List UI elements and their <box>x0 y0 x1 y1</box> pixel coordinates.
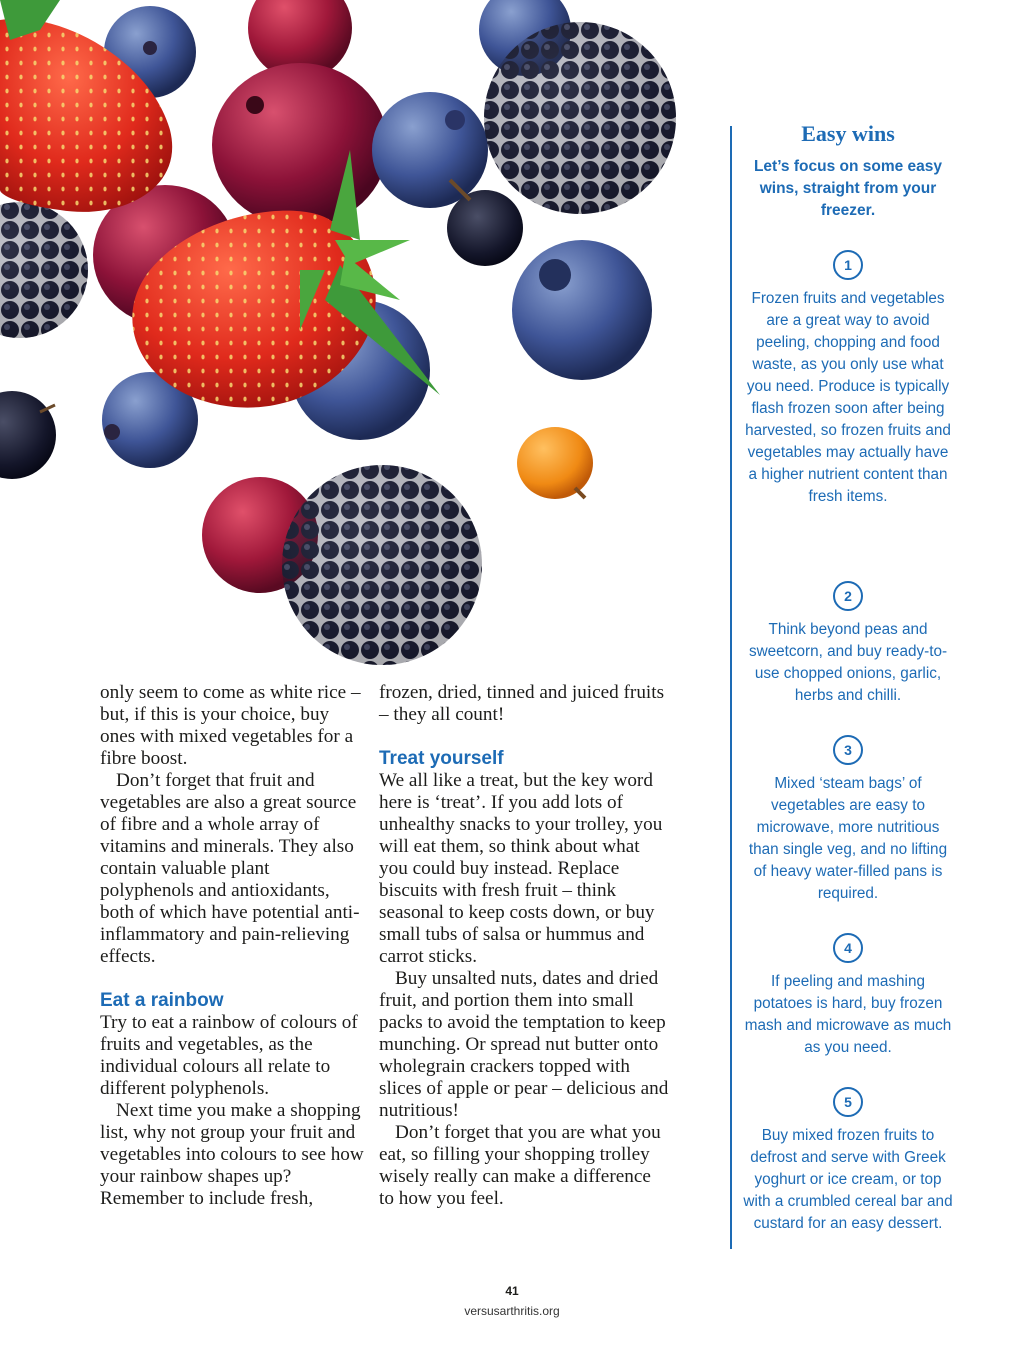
text-column-2 <box>379 682 669 1210</box>
paragraph: Don’t forget that you are what you eat, so filling your shopping trolley wisely really can make a difference to how you feel. <box>379 1122 661 1209</box>
sidebar-divider <box>730 126 732 1249</box>
sidebar-title: Easy wins <box>801 121 895 146</box>
website-url: versusarthritis.org <box>464 1304 560 1318</box>
text-column-1 <box>100 682 368 1210</box>
easy-wins-sidebar <box>742 120 954 1232</box>
tip-text: Think beyond peas and sweetcorn, and buy ready-to-use chopped onions, garlic, herbs and chilli. <box>748 621 948 704</box>
tip-text: If peeling and mashing potatoes is hard, buy frozen mash and microwave as much as you need. <box>744 973 952 1056</box>
paragraph: Buy unsalted nuts, dates and dried fruit, and portion them into small packs to avoid the temptation to keep munching. Or spread nut butter onto wholegrain crackers topped with slices of apple or pear – delicious and nutritious! <box>379 968 669 1121</box>
tip-text: Buy mixed frozen fruits to defrost and serve with Greek yoghurt or ice cream, or top with a crumbled cereal bar and custard for an easy dessert. <box>743 1127 953 1232</box>
section-heading-eat-a-rainbow: Eat a rainbow <box>100 990 224 1011</box>
tip-item <box>742 735 954 905</box>
tip-text: Mixed ‘steam bags’ of vegetables are easy to microwave, more nutritious than single veg, and no lifting of heavy water-filled pans is required. <box>748 775 948 902</box>
tip-number-badge: 4 <box>833 933 863 963</box>
tip-number-badge: 1 <box>833 250 863 280</box>
section-heading-treat-yourself: Treat yourself <box>379 748 504 769</box>
tip-text: Frozen fruits and vegetables are a great way to avoid peeling, chopping and food waste, as you only use what you need. Produce is typically flash frozen soon after being harvested, so frozen fruits and vegetables may actually have a higher nutrient content than fresh items. <box>745 290 951 505</box>
paragraph: only seem to come as white rice – but, if this is your choice, buy ones with mixed vegetables for a fibre boost. <box>100 682 361 769</box>
tip-number-badge: 2 <box>833 581 863 611</box>
tip-item <box>742 581 954 707</box>
berries-illustration <box>0 0 700 670</box>
paragraph: Next time you make a shopping list, why not group your fruit and vegetables into colours to see how your rainbow shapes up? Remember to include fresh, <box>100 1100 364 1209</box>
paragraph: We all like a treat, but the key word here is ‘treat’. If you add lots of unhealthy snacks to your trolley, you will eat them, so think about what you could buy instead. Replace biscuits with fresh fruit – think seasonal to keep costs down, or buy small tubs of salsa or hummus and carrot sticks. <box>379 770 663 967</box>
tip-item <box>742 933 954 1059</box>
tip-item <box>742 250 954 508</box>
tip-number-badge: 3 <box>833 735 863 765</box>
tip-number-badge: 5 <box>833 1087 863 1117</box>
sidebar-intro: Let’s focus on some easy wins, straight from your freezer. <box>753 158 943 219</box>
paragraph: frozen, dried, tinned and juiced fruits – they all count! <box>379 682 665 725</box>
paragraph: Don’t forget that fruit and vegetables are also a great source of fibre and a whole array of vitamins and minerals. They also contain valuable plant polyphenols and antioxidants, both of which have potential anti-inflammatory and pain-relieving effects. <box>100 770 360 967</box>
tip-item <box>742 1087 954 1235</box>
page-number: 41 <box>505 1284 519 1298</box>
paragraph: Try to eat a rainbow of colours of fruits and vegetables, as the individual colours all relate to different polyphenols. <box>100 1012 358 1099</box>
